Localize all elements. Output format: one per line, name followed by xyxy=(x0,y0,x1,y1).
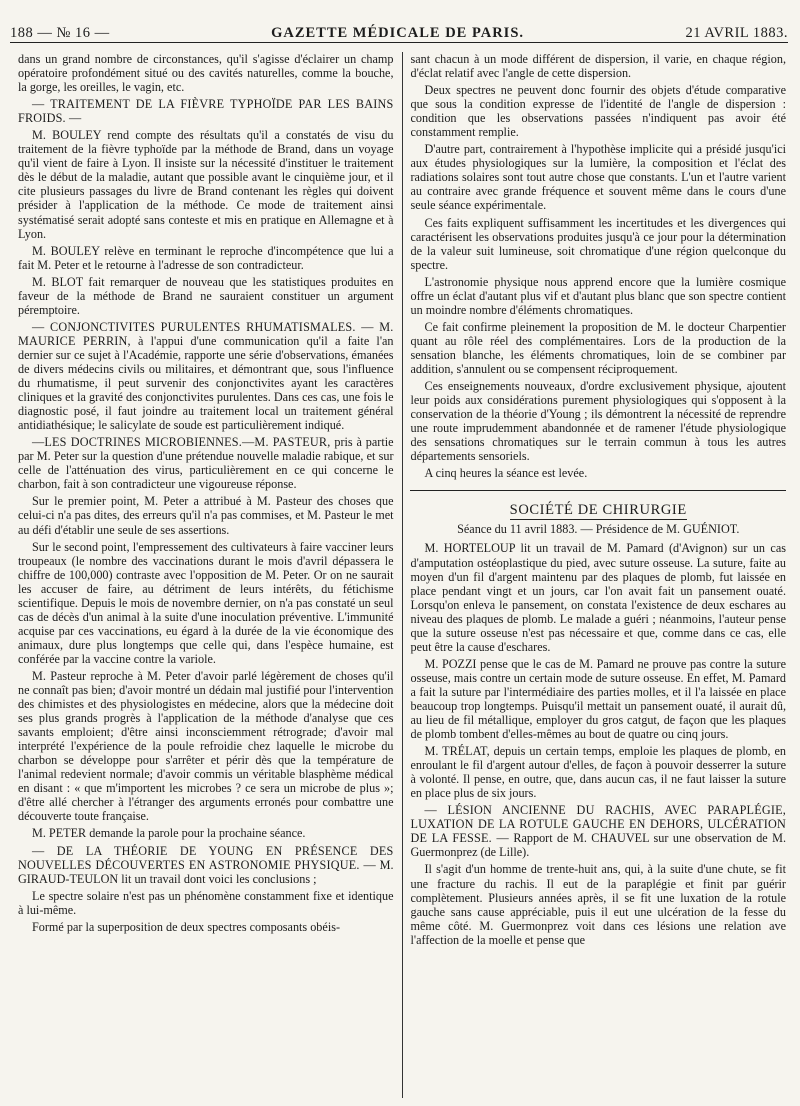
session-line: Séance du 11 avril 1883. — Présidence de M. GUÉNIOT. xyxy=(457,522,740,537)
paragraph: Sur le second point, l'empressement des cultivateurs à faire vacciner leurs troupeaux (le nombre des vaccinations durant le mois d'avril dépassera le chiffre de 100,000) contraste avec l'opposition de M. Peter. Or on ne saurait les accuser de faire, au détriment de leurs intérêts, du fétichisme scientifique. Depuis le mois de novembre dernier, on n'a pas constaté un seul cas de décès d'un animal à la suite d'une inoculation préventive. L'immunité acquise par ces vaccinations, eu égard à la durée de la vie économique des animaux, dure plus longtemps que celle qui, dans l'espèce humaine, est conférée par la vaccine contre la variole. xyxy=(18,539,394,666)
paragraph: M. PETER demande la parole pour la prochaine séance. xyxy=(32,826,306,841)
paragraph: dans un grand nombre de circonstances, qu'il s'agisse d'éclairer un champ opératoire profondément situé ou des cavités naturelles, comme la bouche, la gorge, les oreilles, le vagin, etc. xyxy=(18,52,394,95)
page-number: 188 xyxy=(10,25,34,41)
section-young xyxy=(18,844,394,886)
paragraph: Ce fait confirme pleinement la proposition de M. le docteur Charpentier quant au rôle réel des complémentaires. Lors de la production de la sensation blanche, les éléments chromatiques, loin de se combiner par addition, s'annulent ou se compensent réciproquement. xyxy=(410,319,786,376)
journal-title: GAZETTE MÉDICALE DE PARIS. xyxy=(271,25,525,41)
page-number-group xyxy=(10,25,110,42)
paragraph: Ces enseignements nouveaux, d'ordre exclusivement physique, ajoutent leur poids aux considérations purement physiologiques qui s'opposent à la conservation de la théorie d'Young ; ils démontrent la nécessité de reprendre une route imprudemment abandonnée et de ramener l'étude physiologique des sensations chromatiques sur le terrain commun à tous les autres départements sensoriels. xyxy=(410,379,786,464)
paragraph: Le spectre solaire n'est pas un phénomène constamment fixe et identique à lui-même. xyxy=(18,888,394,917)
section-heading-lesion: — LÉSION ANCIENNE DU RACHIS, AVEC PARAPLÉGIE, LUXATION DE LA ROTULE GAUCHE EN DEHORS, ULCÉRATION DE LA FESSE. — xyxy=(410,803,786,846)
section-body: M. GIRAUD-TEULON lit un travail dont voici les conclusions ; xyxy=(18,857,394,886)
section-conjonctivites xyxy=(18,320,394,432)
paragraph: M. Pasteur reproche à M. Peter d'avoir parlé légèrement de choses qu'il ne connaît pas bien; d'avoir montré un dédain mal justifié pour l'intervention des chimistes et des physiologistes en médecine, alors que la médecine doit ses plus grands progrès à l'application de la méthode d'analyse que ces savants emploient; d'être ainsi inconsciemment rétrograde; d'avoir mal interprété l'expérience de la poule refroidie chez laquelle le microbe du charbon se développe pour s'arrêter et périr dès que la température de l'animal redevient normale; d'avoir commis un véritable blasphème médical en disant : « que m'importent les microbes ? ce sera un microbe de plus »; d'être allé chercher à l'étranger des arguments erronés pour combattre une découverte toute française. xyxy=(18,668,394,824)
section-heading-young: — DE LA THÉORIE DE YOUNG EN PRÉSENCE DES NOUVELLES DÉCOUVERTES EN ASTRONOMIE PHYSIQUE. — xyxy=(18,843,394,872)
issue-number: — № 16 — xyxy=(37,25,110,41)
text-columns xyxy=(18,52,786,1098)
paragraph: M. BOULEY rend compte des résultats qu'il a constatés de visu du traitement de la fièvre typhoïde par la méthode de Brand, dans un voyage qu'il vient de faire à Lyon. Il insiste sur la nécessité d'instituer le traitement dès le début de la maladie, autant que possible avant le cinquième jour, et il cite plusieurs passages du livre de Brand contenant les règles qui doivent présider à l'application de la méthode. Ce mode de traitement ainsi systématisé serait adopté sans conteste et mis en pratique en Allemagne et à Lyon. xyxy=(18,128,394,241)
section-rule xyxy=(410,490,786,491)
paragraph: M. BOULEY relève en terminant le reproche d'incompétence que lui a fait M. Peter et le retourne à l'adresse de son contradicteur. xyxy=(18,243,394,272)
paragraph: Sur le premier point, M. Peter a attribué à M. Pasteur des choses que celui-ci n'a pas dites, des erreurs qu'il n'a pas commises, et M. Pasteur le met au défi d'établir une seule de ses assertions. xyxy=(18,494,394,537)
paragraph: Deux spectres ne peuvent donc fournir des objets d'étude comparative que sous la condition expresse de l'identité de l'angle de dispersion : condition que les observations passées n'indiquent pas avoir été constamment remplie. xyxy=(410,83,786,140)
society-heading xyxy=(410,503,786,517)
paragraph: Il s'agit d'un homme de trente-huit ans, qui, à la suite d'une chute, se fit une fracture du rachis. Il eut de la paraplégie et finit par guérir complètement. Plusieurs années après, il se fit une luxation de la rotule gauche sans cause appréciable, puis il eut une ulcération de la fesse du même côté. M. Guermonprez voit dans ces lésions une relation ave l'affection de la moelle et pense que xyxy=(410,862,786,947)
paragraph: Ces faits expliquent suffisamment les incertitudes et les divergences qui caractérisent les observations produites jusqu'à ce jour pour la détermination de la valeur suit lumineuse, soit chromatique d'une région quelconque du spectre. xyxy=(410,215,786,272)
section-microbes xyxy=(18,435,394,491)
paragraph: M. HORTELOUP lit un travail de M. Pamard (d'Avignon) sur un cas d'amputation ostéoplastique du pied, avec suture osseuse. La suture, faite au moyen d'un fil d'argent maintenu par des plaques de plomb, fut laissée en place pendant vingt et un jours, car l'on avait fait un pansement ouaté. Lorsqu'on enleva le pansement, on constata l'existence de deux eschares au niveau des plaques de plomb. Le malade a guéri ; néanmoins, l'auteur pense que la suture osseuse n'est pas nécessaire et que, comme dans ce cas, elle peut être la cause d'eschares. xyxy=(410,541,786,654)
society-title: SOCIÉTÉ DE CHIRURGIE xyxy=(509,502,687,519)
paragraph: D'autre part, contrairement à l'hypothèse implicite qui a présidé jusqu'ici aux études physiologiques sur la lumière, la composition et l'éclat des radiations solaires sont tout autre chose que constants. L'un et l'autre varient au contraire avec grande fréquence et souvent même dans le cours d'une seule séance expérimentale. xyxy=(410,142,786,213)
section-heading-conjonctivites: — CONJONCTIVITES PURULENTES RHUMATISMALES. — M. MAURICE PERRIN, xyxy=(18,319,394,348)
section-body: à l'appui d'une communication qu'il a faite l'an dernier sur ce sujet à l'Académie, rapporte une série d'observations, émanées de divers médecins civils ou militaires, et démontrant que, sous l'influence du rhumatisme, il peut survenir des conjonctivites ayant les caractères cliniques et la gravité des conjonctivites purulentes. Dans ces cas, une fois le diagnostic posé, il faut joindre au traitement local un traitement général antidiathésique; le salicylate de soude est particulièrement indiqué. xyxy=(18,333,394,433)
section-heading-typhoid: — TRAITEMENT DE LA FIÈVRE TYPHOÏDE PAR LES BAINS FROIDS. — xyxy=(18,97,394,126)
page-header xyxy=(10,14,788,43)
issue-date: 21 AVRIL 1883. xyxy=(685,25,788,41)
column-divider xyxy=(402,52,403,1098)
section-heading-microbes: —LES DOCTRINES MICROBIENNES.—M. PASTEUR, xyxy=(32,435,331,450)
right-column xyxy=(410,52,786,1098)
section-body: Rapport de M. CHAUVEL sur une observation de M. Guermonprez (de Lille). xyxy=(410,831,786,860)
paragraph: L'astronomie physique nous apprend encore que la lumière cosmique offre un éclat d'autant plus vif et d'autant plus blanc que son spectre contient un moindre nombre d'éléments chromatiques. xyxy=(410,274,786,317)
section-lesion xyxy=(410,803,786,859)
paragraph: M. BLOT fait remarquer de nouveau que les statistiques produites en faveur de la méthode de Brand ne sauraient constituer un argument péremptoire. xyxy=(18,274,394,317)
session-closing: A cinq heures la séance est levée. xyxy=(424,466,588,481)
left-column xyxy=(18,52,394,1098)
paragraph: M. POZZI pense que le cas de M. Pamard ne prouve pas contre la suture osseuse, mais contre un certain mode de suture osseuse. En effet, M. Pamard a fait la suture par l'intermédiaire des parties molles, et il l'a laissée en place beaucoup trop longtemps. Puisqu'il mettait un pansement ouaté, il aurait dû, au lieu de fil métallique, employer du gros catgut, de façon que les plaques de plomb tombent d'elles-mêmes au bout de quatre ou cinq jours. xyxy=(410,656,786,742)
paragraph: sant chacun à un mode différent de dispersion, il varie, en chaque région, d'éclat relatif avec l'angle de cette dispersion. xyxy=(410,52,786,81)
paragraph: M. TRÉLAT, depuis un certain temps, emploie les plaques de plomb, en enroulant le fil d'argent autour d'elles, de façon à pouvoir desserrer la suture à volonté. Il pense, en outre, que, dans aucun cas, il ne faut laisser la suture en place plus de six jours. xyxy=(410,744,786,801)
section-body: pris à partie par M. Peter sur la question d'une prétendue nouvelle maladie rabique, et sur celle de l'atténuation des virus, particulièrement en ce qui concerne le charbon, fait à son contradicteur une vigoureuse réponse. xyxy=(18,435,394,492)
paragraph: Formé par la superposition de deux spectres composants obéis- xyxy=(32,919,341,934)
